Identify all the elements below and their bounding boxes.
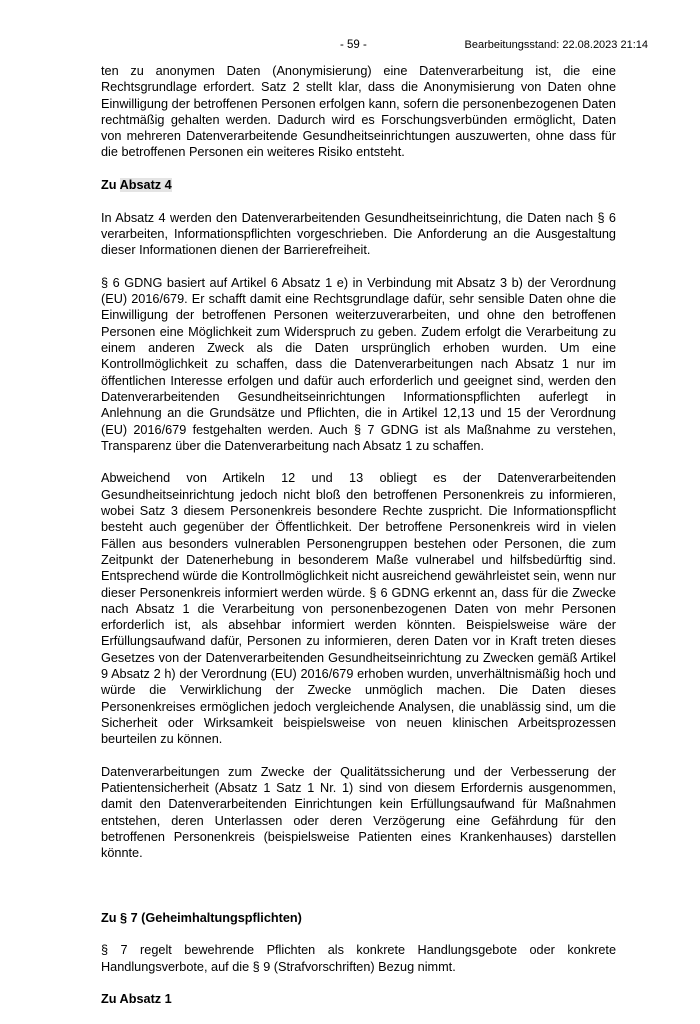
- document-body: [101, 63, 616, 1024]
- highlighted-text: Absatz 4: [119, 178, 172, 193]
- heading-zu-absatz-4: [101, 177, 616, 193]
- paragraph-informationspflichten: In Absatz 4 werden den Datenverarbeitenden Gesundheitseinrichtung, die Daten nach § 6 verarbeiten, Informationspflichten vorgeschrieben. Die Anforderung an die Ausgestaltung dieser Informationen dienen der Barrierefreiheit.: [101, 210, 616, 258]
- page-header: [0, 39, 700, 55]
- section-spacer: [101, 878, 616, 910]
- page-number: - 59 -: [340, 39, 367, 51]
- paragraph-anonymisierung: ten zu anonymen Daten (Anonymisierung) eine Datenverarbeitung ist, die eine Rechtsgrundlage erfordert. Satz 2 stellt klar, dass die Anonymisierung von Daten ohne Einwilligung der betroffenen Personen erfolgen kann, sofern die personenbezogenen Daten rechtmäßig gehalten werden. Dadurch wird es Forschungsverbünden ermöglicht, Daten von mehreren Datenverarbeitende Gesundheitseinrichtungen auszuwerten, ohne dass für die betroffenen Personen ein weiteres Risiko entsteht.: [101, 64, 616, 160]
- paragraph-qualitaetssicherung: Datenverarbeitungen zum Zwecke der Qualitätssicherung und der Verbesserung der Patientensicherheit (Absatz 1 Satz 1 Nr. 1) sind von diesem Erfordernis ausgenommen, damit den Datenverarbeitenden Einrichtungen kein Erfüllungsaufwand für Maßnahmen entstehen, deren Unterlassen oder deren Verzögerung eine Gefährdung für den betroffenen Personenkreis (beispielsweise Patienten eines Krankenhauses) darstellen könnte.: [101, 764, 616, 861]
- revision-status: Bearbeitungsstand: 22.08.2023 21:14: [464, 39, 648, 51]
- paragraph-gdng-rechtsgrundlage: § 6 GDNG basiert auf Artikel 6 Absatz 1 e) in Verbindung mit Absatz 3 b) der Verordnung (EU) 2016/679. Er schafft damit eine Rechtsgrundlage dafür, sehr sensible Daten ohne die Einwilligung der betroffenen Personen weiterzuverarbeiten, und ohne den betroffenen Personen eine Möglichkeit zum Widerspruch zu geben. Zudem erfolgt die Verarbeitung zu einem anderen Zweck als die Daten ursprünglich erhoben wurden. Um eine Kontrollmöglichkeit zu schaffen, dass die Datenverarbeitungen nach Absatz 1 nur im öffentlichen Interesse erfolgen und dafür auch erforderlich und geeignet sind, werden den Datenverarbeitenden Gesundheitseinrichtungen Informationspflichten auferlegt in Anlehnung an die Grundsätze und Pflichten, die in Artikel 12,13 und 15 der Verordnung (EU) 2016/679 festgehalten werden. Auch § 7 GDNG ist als Maßnahme zu verstehen, Transparenz über die Datenverarbeitung nach Absatz 1 zu schaffen.: [101, 275, 616, 453]
- heading-zu-paragraph-7: Zu § 7 (Geheimhaltungspflichten): [101, 910, 302, 925]
- heading-prefix: Zu: [101, 178, 120, 193]
- paragraph-geheimhaltung: § 7 regelt bewehrende Pflichten als konkrete Handlungsgebote oder konkrete Handlungsverbote, auf die § 9 (Strafvorschriften) Bezug nimmt.: [101, 943, 616, 974]
- paragraph-abweichend: Abweichend von Artikeln 12 und 13 obliegt es der Datenverarbeitenden Gesundheitseinrichtung jedoch nicht bloß den betroffenen Personenkreis zu informieren, wobei Satz 3 diesem Personenkreis besondere Rechte zuspricht. Die Informationspflicht besteht auch gegenüber der Öffentlichkeit. Der betroffene Personenkreis wird in vielen Fällen aus besonders vulnerablen Personengruppen bestehen oder Personen, die zum Zeitpunkt der Datenerhebung in besonderem Maße vulnerabel und hilfsbedürftig sind. Entsprechend würde die Kontrollmöglichkeit nicht ausreichend gewährleistet sein, wenn nur dieser Personenkreis informiert werden würde. § 6 GDNG erkennt an, dass für die Zwecke nach Absatz 1 die Verarbeitung von personenbezogenen Daten von mehr Personen erforderlich ist, als absehbar informiert werden könnten. Beispielsweise wäre der Erfüllungsaufwand dafür, Personen zu informieren, deren Daten vor in Kraft treten dieses Gesetzes von der Datenverarbeitenden Gesundheitseinrichtung zu Zwecken gemäß Artikel 9 Absatz 2 h) der Verordnung (EU) 2016/679 erhoben wurden, unverhältnismäßig hoch und würde die Verwirklichung der Zwecke unmöglich machen. Die Daten dieses Personenkreises ermöglichen jedoch vergleichende Analysen, die unablässig sind, um die Sicherheit oder Wirksamkeit beispielsweise von neuen klinischen Arbeitsprozessen beurteilen zu können.: [101, 471, 616, 747]
- heading-zu-absatz-1: Zu Absatz 1: [101, 992, 172, 1007]
